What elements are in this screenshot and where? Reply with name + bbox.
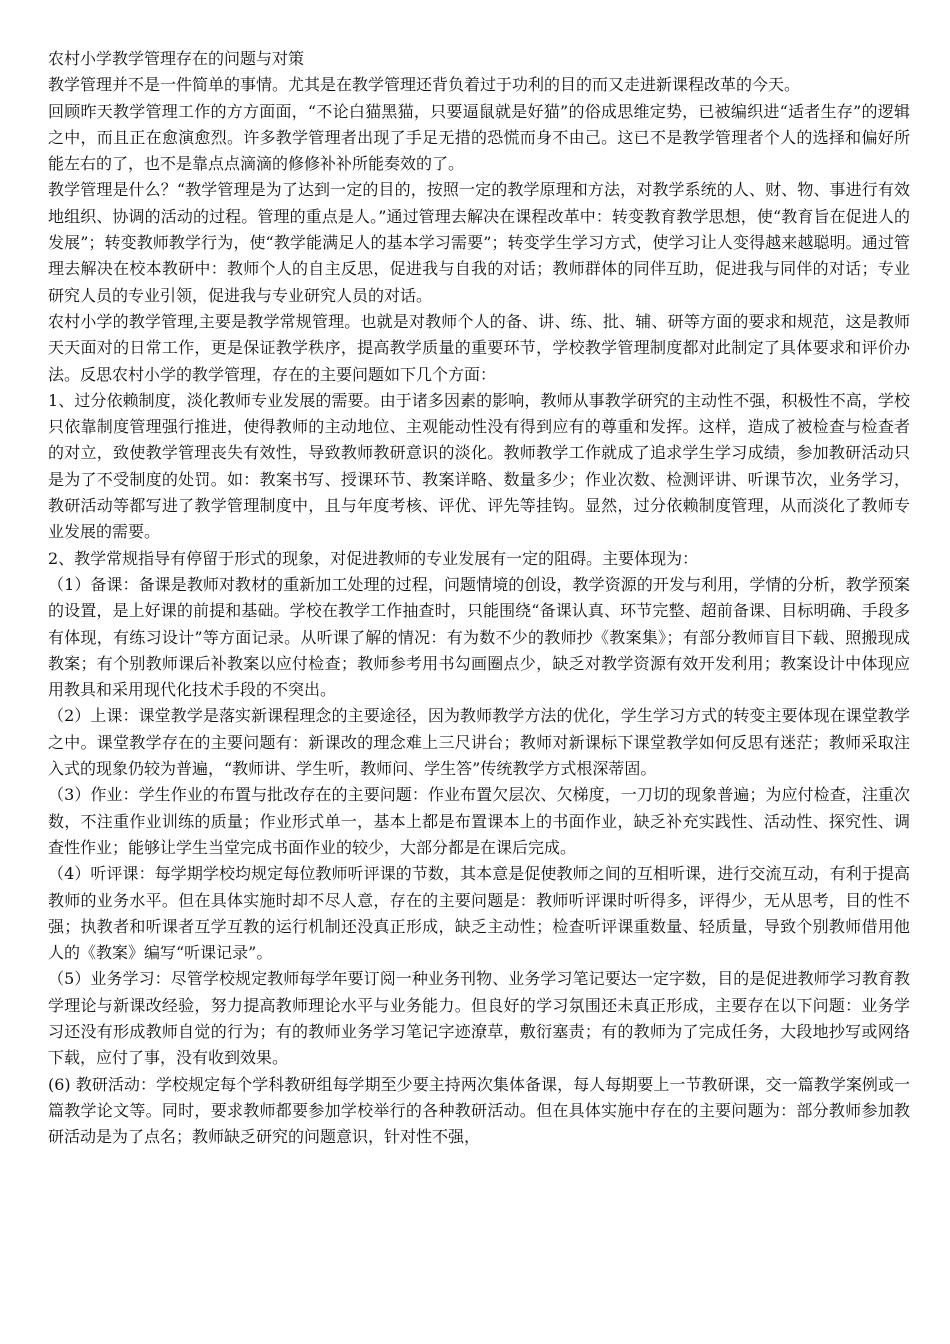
paragraph-rural-management: 农村小学的教学管理,主要是教学常规管理。也就是对教师个人的备、讲、练、批、辅、研等方面的要求和规范，这是教师天天面对的日常工作，更是保证教学秩序，提高教学质量的重要环节，学校教学管理制度都对此制定了具体要求和评价办法。反思农村小学的教学管理，存在的主要问题如下几个方面： bbox=[48, 311, 910, 384]
paragraph-class-teaching: （2）上课：课堂教学是落实新课程理念的主要途径，因为教师教学方法的优化，学生学习方式的转变主要体现在课堂教学之中。课堂教学存在的主要问题有：新课改的理念难上三尺讲台；教师对新课标下课堂教学如何反思有迷茫；教师采取注入式的现象仍较为普遍，“教师讲、学生听，教师问、学生答”传统教学方式根深蒂固。 bbox=[48, 706, 910, 779]
document-page bbox=[48, 46, 910, 1150]
paragraph-teaching-research: (6) 教研活动：学校规定每个学科教研组每学期至少要主持两次集体备课，每人每期要上一节教研课，交一篇教学案例或一篇教学论文等。同时，要求教师都要参加学校举行的各种教研活动。但在具体实施中存在的主要问题为：部分教师参加教研活动是为了点名；教师缺乏研究的问题意识，针对性不强， bbox=[48, 1074, 910, 1147]
paragraph-intro: 教学管理并不是一件简单的事情。尤其是在教学管理还背负着过于功利的目的而又走进新课程改革的今天。 bbox=[48, 75, 801, 95]
paragraph-problem-2: 2、教学常规指导有停留于形式的现象，对促进教师的专业发展有一定的阻碍。主要体现为： bbox=[48, 548, 699, 568]
paragraph-problem-1: 1、过分依赖制度，淡化教师专业发展的需要。由于诸多因素的影响，教师从事教学研究的主动性不强，积极性不高，学校只依靠制度管理强行推进，使得教师的主动地位、主观能动性没有得到应有的尊重和发挥。这样，造成了被检查与检查者的对立，致使教学管理丧失有效性，导致教师教研意识的淡化。教师教学工作就成了追求学生学习成绩，参加教研活动只是为了不受制度的处罚。如：教案书写、授课环节、教案详略、数量多少；作业次数、检测评讲、听课节次，业务学习，教研活动等都写进了教学管理制度中，且与年度考核、评优、评先等挂钩。显然，过分依赖制度管理，从而淡化了教师专业发展的需要。 bbox=[48, 390, 910, 542]
document-title: 农村小学教学管理存在的问题与对策 bbox=[48, 49, 305, 68]
paragraph-professional-study: （5）业务学习：尽管学校规定教师每学年要订阅一种业务刊物、业务学习笔记要达一定字数，目的是促进教师学习教育教学理论与新课改经验，努力提高教师理论水平与业务能力。但良好的学习氛围还未真正形成，主要存在以下问题：业务学习还没有形成教师自觉的行为；有的教师业务学习笔记字迹潦草，敷衍塞责；有的教师为了完成任务，大段地抄写或网络下载，应付了事，没有收到效果。 bbox=[48, 969, 910, 1068]
paragraph-lesson-prep: （1）备课：备课是教师对教材的重新加工处理的过程，问题情境的创设，教学资源的开发与利用，学情的分析，教学预案的设置，是上好课的前提和基础。学校在教学工作抽查时，只能围绕“备课认真、环节完整、超前备课、目标明确、手段多有体现，有练习设计”等方面记录。从听课了解的情况：有为数不少的教师抄《教案集》；有部分教师盲目下载、照搬现成教案；有个别教师课后补教案以应付检查；教师参考用书勾画圈点少，缺乏对教学资源有效开发利用；教案设计中体现应用教具和采用现代化技术手段的不突出。 bbox=[48, 574, 910, 700]
paragraph-definition: 教学管理是什么？“教学管理是为了达到一定的目的，按照一定的教学原理和方法，对教学系统的人、财、物、事进行有效地组织、协调的活动的过程。管理的重点是人。”通过管理去解决在课程改革中：转变教育教学思想，使“教育旨在促进人的发展”；转变教师教学行为，使“教学能满足人的基本学习需要”；转变学生学习方式，使学习让人变得越来越聪明。通过管理去解决在校本教研中：教师个人的自主反思，促进我与自我的对话；教师群体的同伴互助，促进我与同伴的对话；专业研究人员的专业引领，促进我与专业研究人员的对话。 bbox=[48, 180, 910, 305]
paragraph-lesson-review: （4）听评课：每学期学校均规定每位教师听评课的节数，其本意是促使教师之间的互相听课，进行交流互动，有利于提高教师的业务水平。但在具体实施时却不尽人意，存在的主要问题是：教师听评课时听得多，评得少，无从思考，目的性不强；执教者和听课者互学互教的运行机制还没真正形成，缺乏主动性；检查听评课重数量、轻质量，导致个别教师借用他人的《教案》编写“听课记录”。 bbox=[48, 864, 910, 963]
paragraph-homework: （3）作业：学生作业的布置与批改存在的主要问题：作业布置欠层次、欠梯度，一刀切的现象普遍；为应付检查，注重次数，不注重作业训练的质量；作业形式单一，基本上都是布置课本上的书面作业，缺乏补充实践性、活动性、探究性、调查性作业；能够让学生当堂完成书面作业的较少，大部分都是在课后完成。 bbox=[48, 785, 910, 857]
paragraph-review: 回顾昨天教学管理工作的方方面面，“不论白猫黑猫，只要逼鼠就是好猫”的俗成思维定势，已被编织进“适者生存”的逻辑之中，而且正在愈演愈烈。许多教学管理者出现了手足无措的恐慌而身不由己。这已不是教学管理者个人的选择和偏好所能左右的了，也不是靠点点滴滴的修修补补所能奏效的了。 bbox=[48, 101, 910, 174]
